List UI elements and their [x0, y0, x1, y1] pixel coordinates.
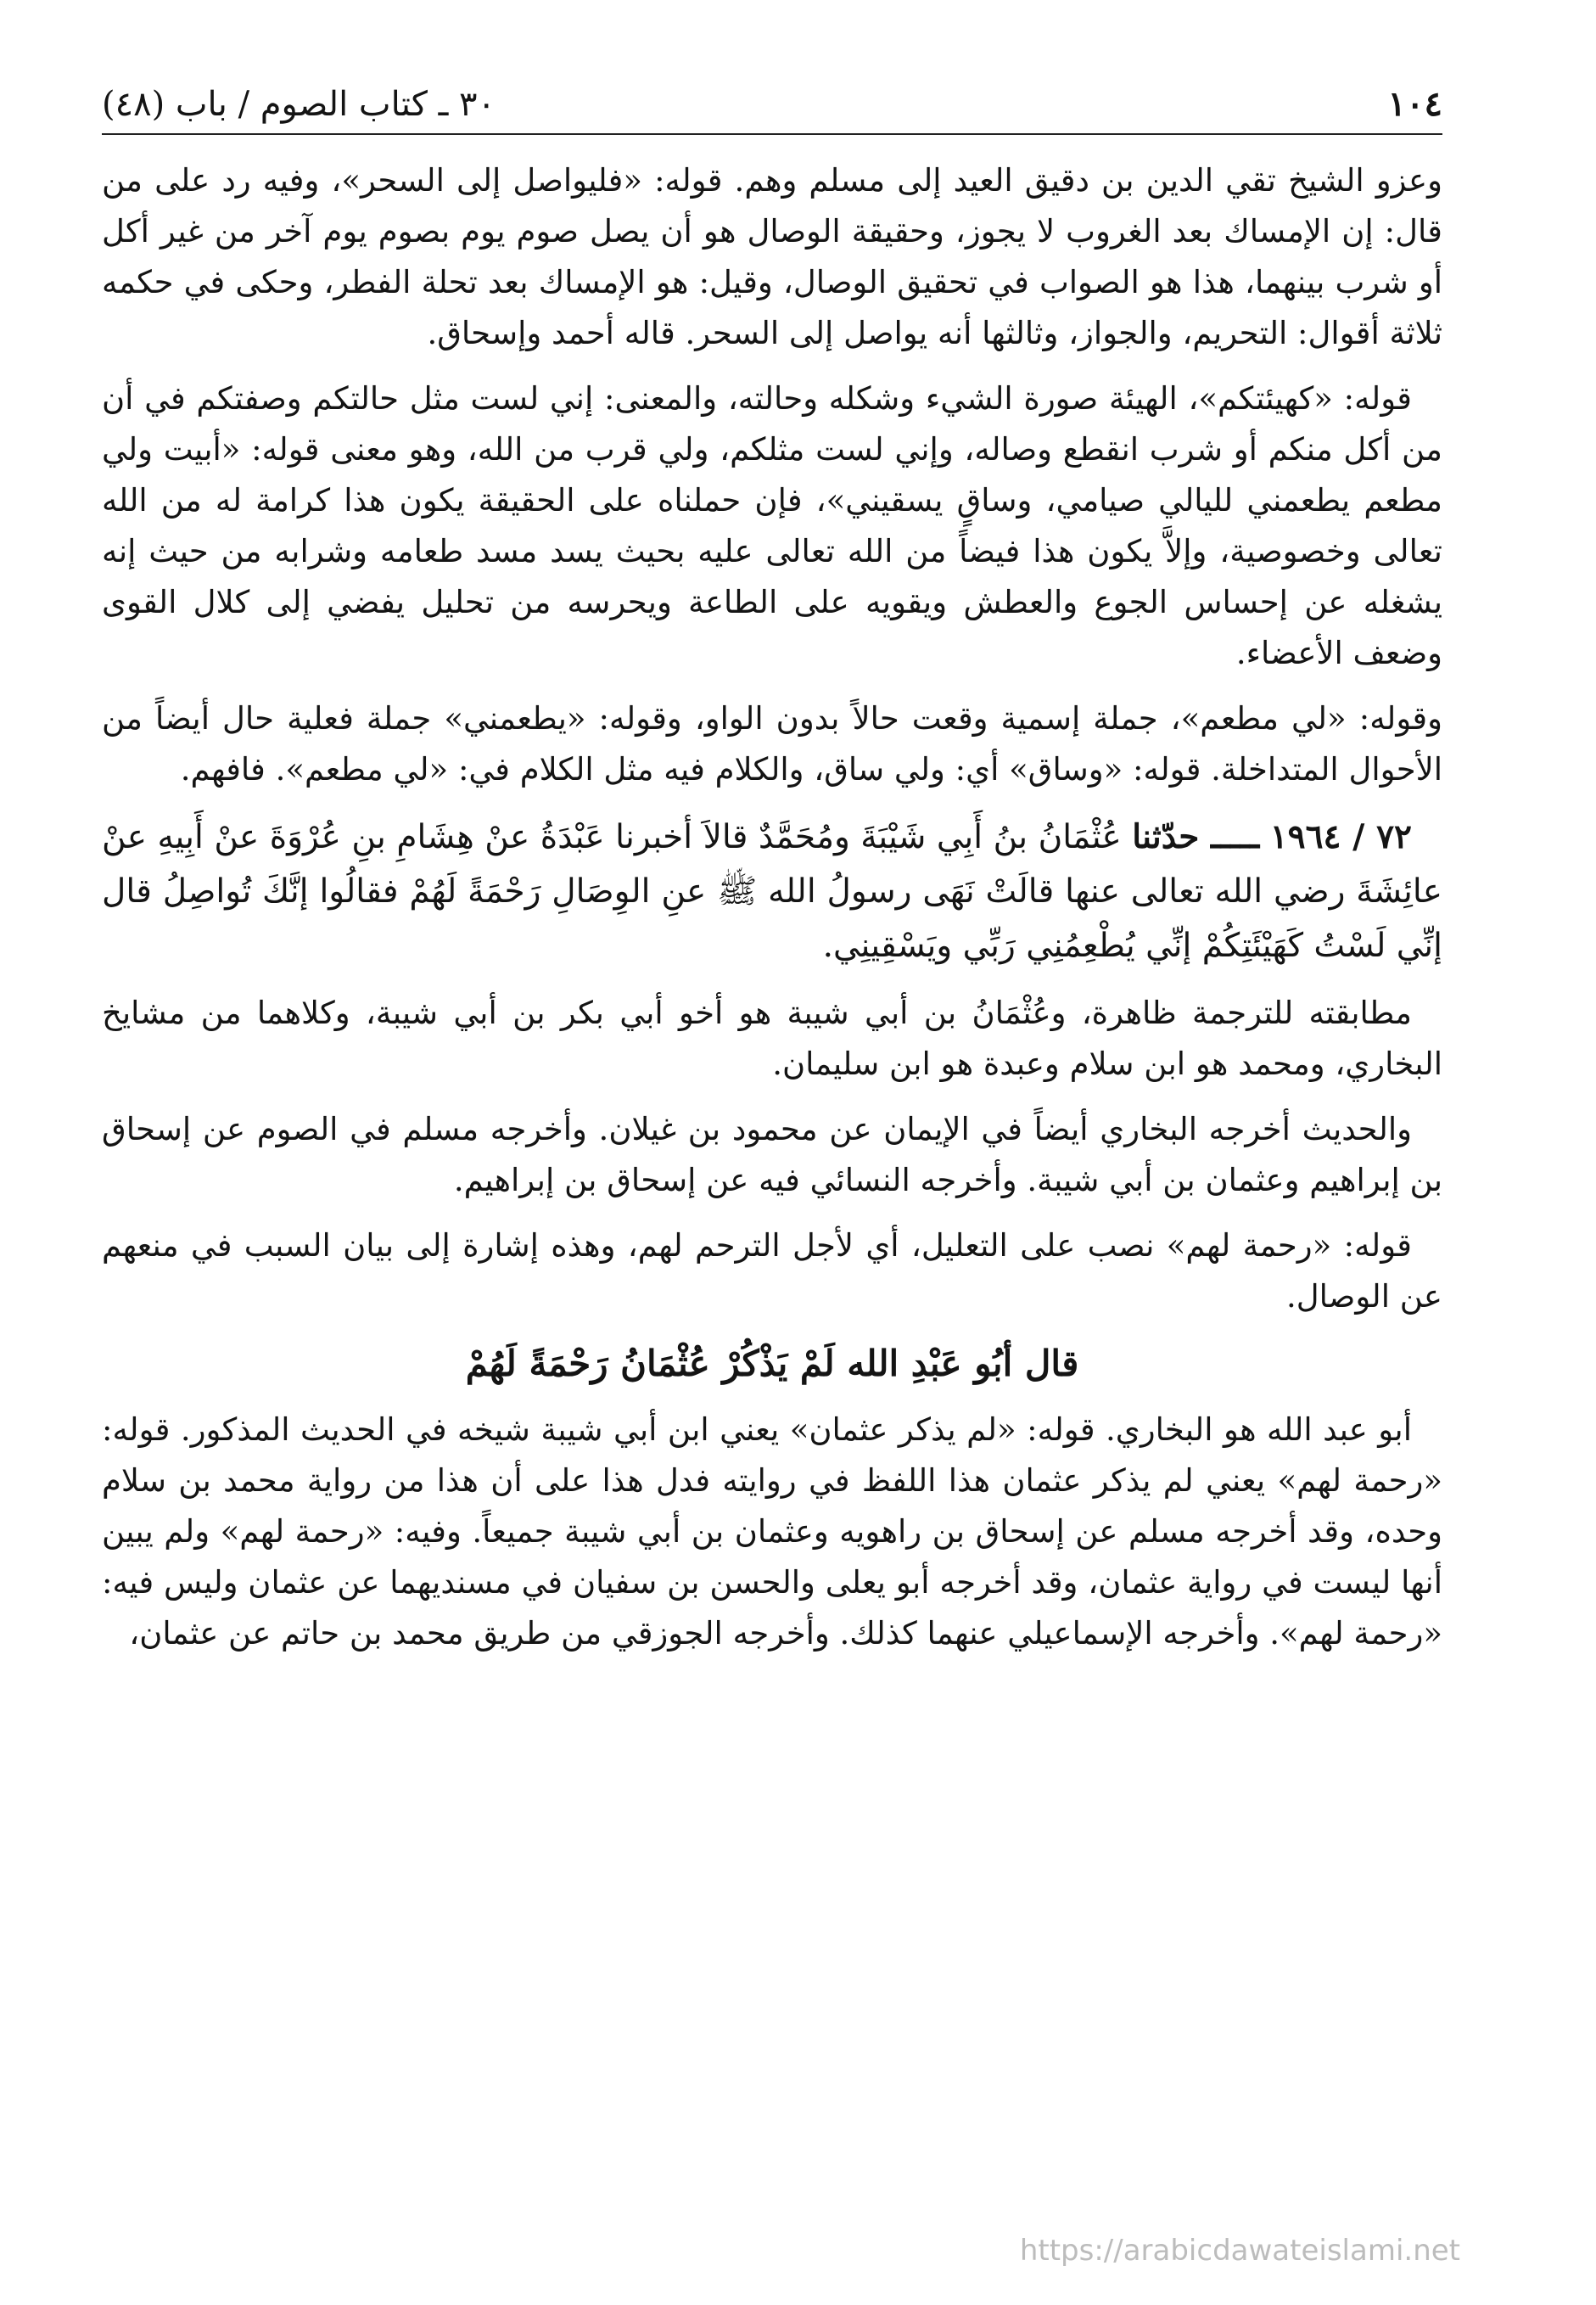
- hadith-block: [102, 810, 1442, 973]
- watermark-url: https://arabicdawateislami.net: [1019, 2234, 1460, 2268]
- paragraph: قوله: «رحمة لهم» نصب على التعليل، أي لأجل الترحم لهم، وهذه إشارة إلى بيان السبب في منعهم عن الوصال.: [102, 1227, 1442, 1315]
- paragraph: قوله: «كهيئتكم»، الهيئة صورة الشيء وشكله وحالته، والمعنى: إني لست مثل حالتكم وصفتكم في أن من أكل منكم أو شرب انقطع وصاله، وإني لست مثلكم، ولي قرب من الله، وهو معنى قوله: «أبيت ولي مطعم يطعمني لليالي صيامي، وساقٍ يسقيني»، فإن حملناه على الحقيقة يكون هذا كرامة له من الله تعالى وخصوصية، وإلاَّ يكون هذا فيضاً من الله تعالى عليه بحيث يسد مسد طعامه وشرابه من حيث إنه يشغله عن إحساس الجوع والعطش ويقويه على الطاعة ويحرسه من تحليل يفضي إلى كلال القوى وضعف الأعضاء.: [102, 380, 1442, 671]
- page-header: [102, 81, 1442, 135]
- section-heading: قال أبُو عَبْدِ الله لَمْ يَذْكُرْ عُثْمَانُ رَحْمَةً لَهُمْ: [465, 1343, 1079, 1384]
- paragraph: أبو عبد الله هو البخاري. قوله: «لم يذكر عثمان» يعني ابن أبي شيبة شيخه في الحديث المذكور. قوله: «رحمة لهم» يعني لم يذكر عثمان هذا اللفظ في روايته فدل هذا على أن هذا من رواية محمد بن سلام وحده، وقد أخرجه مسلم عن إسحاق بن راهويه وعثمان بن أبي شيبة جميعاً. وفيه: «رحمة لهم» ولم يبين أنها ليست في رواية عثمان، وقد أخرجه أبو يعلى والحسن بن سفيان في مسنديهما عن عثمان وليس فيه: «رحمة لهم». وأخرجه الإسماعيلي عنهما كذلك. وأخرجه الجوزقي من طريق محمد بن حاتم عن عثمان،: [102, 1411, 1442, 1652]
- paragraph: مطابقته للترجمة ظاهرة، وعُثْمَانُ بن أبي شيبة هو أخو أبي بكر بن أبي شيبة، وكلاهما من مشايخ البخاري، ومحمد هو ابن سلام وعبدة هو ابن سليمان.: [102, 995, 1442, 1082]
- book-page: [102, 81, 1442, 2253]
- hadith-number: ٧٢ / ١٩٦٤: [1269, 817, 1412, 856]
- paragraph: والحديث أخرجه البخاري أيضاً في الإيمان عن محمود بن غيلان. وأخرجه مسلم في الصوم عن إسحاق بن إبراهيم وعثمان بن أبي شيبة. وأخرجه النسائي فيه عن إسحاق بن إبراهيم.: [102, 1111, 1442, 1198]
- hadith-text: عُثْمَانُ بنُ أَبِي شَيْبَةَ ومُحَمَّدٌ قالاَ أخبرنا عَبْدَةُ عنْ هِشَامِ بنِ عُرْوَةَ عنْ أَبِيهِ عنْ عائِشَةَ رضي الله تعالى عنها قالَتْ نَهَى رسولُ الله ﷺ عنِ الوِصَالِ رَحْمَةً لَهُمْ فقالُوا إنَّكَ تُواصِلُ قال إنِّي لَسْتُ كَهَيْئَتِكُمْ إنِّي يُطْعِمُنِي رَبِّي ويَسْقِينِي.: [102, 818, 1442, 965]
- page-body: [102, 155, 1442, 1659]
- page-number: ١٠٤: [1387, 84, 1442, 124]
- hadith-marker: ـــــ حدّثنا: [1132, 817, 1260, 856]
- paragraph: وقوله: «لي مطعم»، جملة إسمية وقعت حالاً بدون الواو، وقوله: «يطعمني» جملة فعلية حال أيضاً من الأحوال المتداخلة. قوله: «وساق» أي: ولي ساق، والكلام فيه مثل الكلام في: «لي مطعم». فافهم.: [102, 700, 1442, 788]
- paragraph: وعزو الشيخ تقي الدين بن دقيق العيد إلى مسلم وهم. قوله: «فليواصل إلى السحر»، وفيه رد على من قال: إن الإمساك بعد الغروب لا يجوز، وحقيقة الوصال هو أن يصل صوم يوم بصوم يوم آخر من غير أكل أو شرب بينهما، هذا هو الصواب في تحقيق الوصال، وقيل: هو الإمساك بعد تحلة الفطر، وحكى في حكمه ثلاثة أقوال: التحريم، والجواز، وثالثها أنه يواصل إلى السحر. قاله أحمد وإسحاق.: [102, 162, 1443, 351]
- running-title: ٣٠ ـ كتاب الصوم / باب (٤٨): [102, 85, 496, 124]
